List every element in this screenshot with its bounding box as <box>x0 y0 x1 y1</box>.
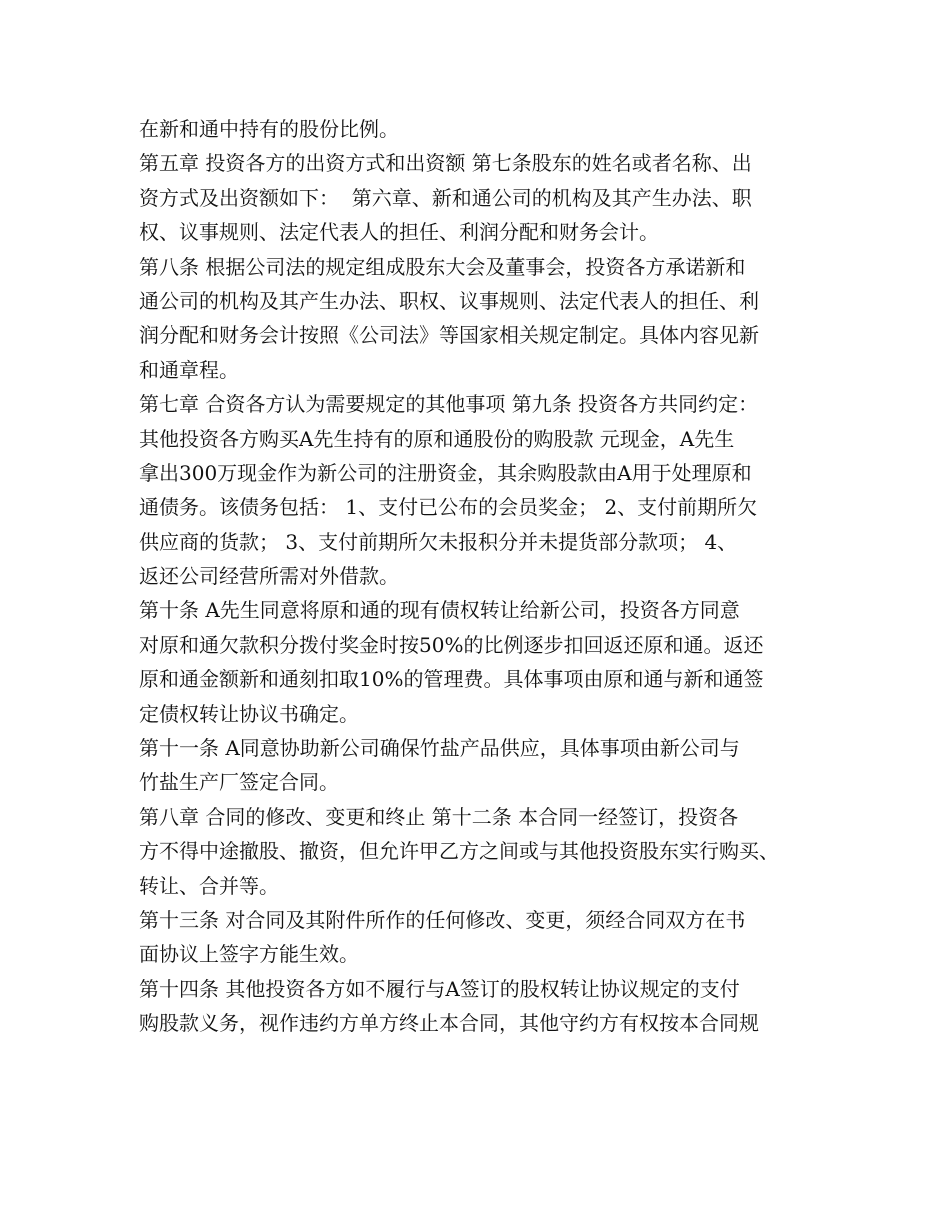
text-line: 第十一条 A同意协助新公司确保竹盐产品供应，具体事项由新公司与 <box>139 736 740 761</box>
text-line: 拿出300万现金作为新公司的注册资金，其余购股款由A用于处理原和 <box>139 460 752 485</box>
text-line: 购股款义务，视作违约方单方终止本合同，其他守约方有权按本合同规 <box>139 1011 759 1036</box>
text-line: 资方式及出资额如下： 第六章、新和通公司的机构及其产生办法、职 <box>139 185 752 210</box>
text-line: 返还公司经营所需对外借款。 <box>139 564 399 589</box>
text-line: 对原和通欠款积分拨付奖金时按50%的比例逐步扣回返还原和通。返还 <box>139 632 764 657</box>
text-line: 定债权转让协议书确定。 <box>139 701 359 726</box>
document-body <box>139 112 829 1041</box>
text-line: 权、议事规则、法定代表人的担任、利润分配和财务会计。 <box>139 220 659 245</box>
text-line: 通债务。该债务包括： 1、支付已公布的会员奖金； 2、支付前期所欠 <box>139 495 758 520</box>
text-line: 原和通金额新和通刻扣取10%的管理费。具体事项由原和通与新和通签 <box>139 667 764 692</box>
text-line: 面协议上签字方能生效。 <box>139 942 359 967</box>
text-line: 第十条 A先生同意将原和通的现有债权转让给新公司，投资各方同意 <box>139 598 740 623</box>
text-line: 在新和通中持有的股份比例。 <box>139 117 399 141</box>
text-line: 第十三条 对合同及其附件所作的任何修改、变更，须经合同双方在书 <box>139 907 746 932</box>
text-line: 竹盐生产厂签定合同。 <box>139 770 339 795</box>
text-line: 第八条 根据公司法的规定组成股东大会及董事会，投资各方承诺新和 <box>139 254 746 279</box>
text-line: 供应商的货款； 3、支付前期所欠未报积分并未提货部分款项； 4、 <box>139 529 738 554</box>
text-line: 第十四条 其他投资各方如不履行与A签订的股权转让协议规定的支付 <box>139 976 740 1001</box>
text-line: 润分配和财务会计按照《公司法》等国家相关规定制定。具体内容见新 <box>139 323 759 348</box>
text-line: 第七章 合资各方认为需要规定的其他事项 第九条 投资各方共同约定： <box>139 392 759 417</box>
text-line: 第八章 合同的修改、变更和终止 第十二条 本合同一经签订，投资各 <box>139 804 739 829</box>
text-line: 第五章 投资各方的出资方式和出资额 第七条股东的姓名或者名称、出 <box>139 151 752 176</box>
text-line: 方不得中途撤股、撤资，但允许甲乙方之间或与其他投资股东实行购买、 <box>139 839 779 864</box>
text-line: 其他投资各方购买A先生持有的原和通股份的购股款 元现金，A先生 <box>139 426 735 451</box>
text-line: 和通章程。 <box>139 357 239 382</box>
text-line: 通公司的机构及其产生办法、职权、议事规则、法定代表人的担任、利 <box>139 288 759 313</box>
text-line: 转让、合并等。 <box>139 873 279 898</box>
